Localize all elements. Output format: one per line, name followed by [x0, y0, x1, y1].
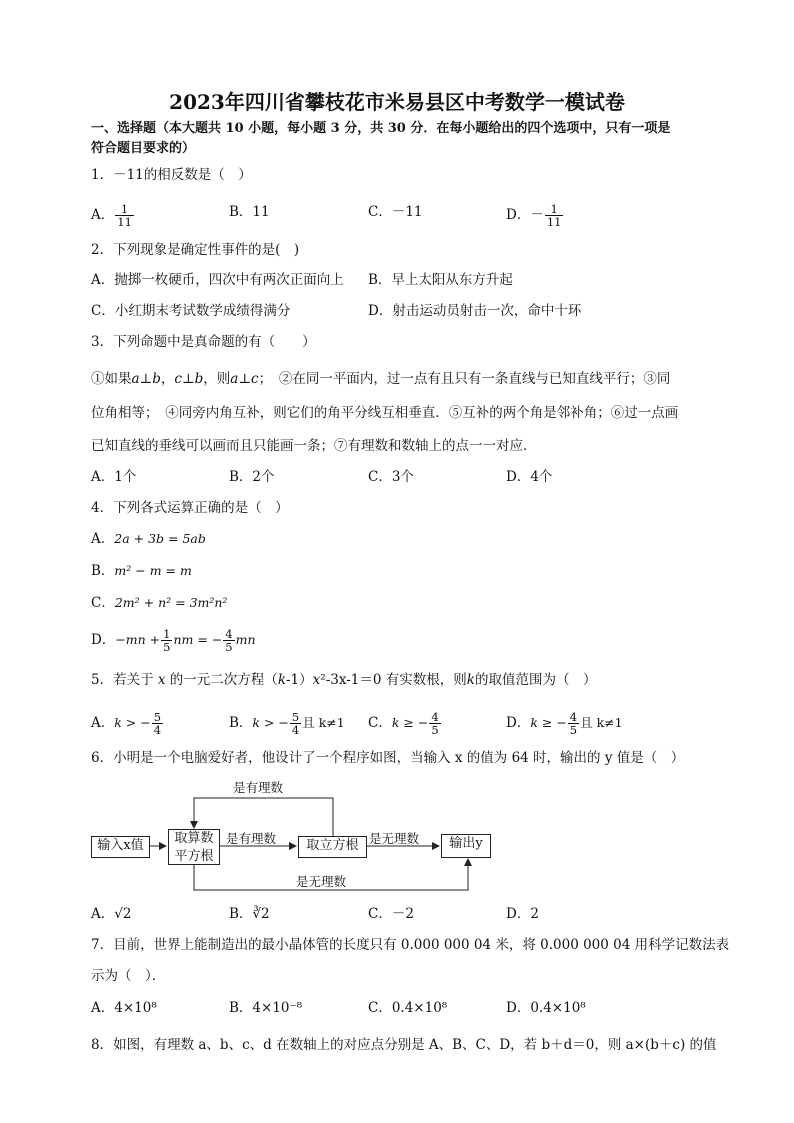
q5-d-num: 4 [569, 710, 578, 724]
flow-sqrt-box [168, 829, 220, 865]
q5-b-post: 且 k≠1 [302, 715, 345, 730]
q3-math2: c⊥b [174, 371, 204, 387]
q7-line2: 示为（ ）． [91, 968, 166, 984]
q1-d-label: D．－ [506, 207, 544, 223]
q5-var-x2: x [312, 672, 321, 688]
q4-d-post: mn [235, 632, 256, 647]
q4-stem: 4．下列各式运算正确的是（ ） [91, 500, 289, 516]
q3-mid1: ， [160, 371, 175, 387]
q5-a-label: A． [91, 715, 115, 731]
q6-option-b: B．∛2 [229, 906, 270, 922]
q5-a-pre: k > − [114, 715, 151, 730]
q4-d-den2: 5 [225, 640, 233, 654]
section-header-line2: 符合题目要求的） [91, 141, 196, 156]
page-title: 2023年四川省攀枝花市米易县区中考数学一模试卷 [169, 90, 625, 114]
q4-d-den1: 5 [163, 640, 171, 654]
q5-c-den: 5 [431, 723, 439, 737]
q1-a-num: 1 [115, 203, 134, 216]
q8-line1: 8．如图，有理数 a、b、c、d 在数轴上的对应点分别是 A、B、C、D，若 b＋d＝0，则 a×(b＋c) 的值 [91, 1037, 717, 1053]
q5-d-post: 且 k≠1 [580, 715, 623, 730]
q5-c-pre: k ≥ − [391, 715, 429, 730]
q4-b-label: B． [91, 563, 115, 579]
q4-a-expr: 2a + 3b = 5ab [114, 531, 206, 546]
q5-var-k2: k [466, 672, 475, 688]
q3-option-d: D．4个 [506, 469, 553, 485]
q1-stem: 1．－11的相反数是（ ） [91, 167, 252, 183]
q3-line3: 已知直线的垂线可以画而且只能画一条；⑦有理数和数轴上的点一一对应． [91, 438, 537, 454]
q3-math1: a⊥b [131, 371, 161, 387]
q2-option-d: D．射击运动员射击一次，命中十环 [368, 303, 582, 319]
q3-option-c: C．3个 [368, 469, 414, 485]
flow-label-mid1: 是有理数 [226, 831, 277, 846]
q1-a-label: A． [91, 207, 115, 223]
q5-b-num: 5 [291, 710, 300, 724]
flow-label-top: 是有理数 [233, 780, 284, 795]
q7-option-b: B．4×10⁻⁸ [229, 1000, 303, 1016]
q5-stem-rest: ²-3x-1＝0 有实数根，则 [320, 672, 467, 688]
q1-option-c: C．－11 [368, 204, 423, 220]
q6-stem: 6．小明是一个电脑爱好者，他设计了一个程序如图，当输入 x 的值为 64 时，输出的 y 值是（ ） [91, 750, 685, 766]
flow-cbrt-box: 取立方根 [298, 836, 367, 858]
flow-sqrt-line1: 取算数 [174, 831, 214, 846]
q4-c-expr: 2m² + n² = 3m²n² [114, 595, 228, 610]
q5-stem-mid: 的一元二次方程（ [165, 672, 278, 688]
q5-stem-pre: 5．若关于 [91, 672, 158, 688]
flow-label-mid2: 是无理数 [369, 831, 420, 846]
q5-b-den: 4 [291, 723, 300, 737]
q4-d-num2: 4 [225, 627, 233, 641]
q1-d-num: 1 [545, 203, 564, 216]
q5-stem-end: 的取值范围为（ ） [474, 672, 597, 688]
q4-c-label: C． [91, 595, 115, 611]
flow-input-box: 输入x值 [91, 836, 150, 858]
q4-d-label: D． [91, 632, 116, 648]
q6-option-d: D．2 [506, 906, 539, 922]
q7-option-d: D．0.4×10⁸ [506, 1000, 586, 1016]
q3-stem: 3．下列命题中是真命题的有（ ） [91, 334, 316, 350]
q5-b-pre: k > − [252, 715, 289, 730]
q2-option-a: A．抛掷一枚硬币，四次中有两次正面向上 [91, 272, 344, 288]
flow-sqrt-line2: 平方根 [174, 849, 214, 864]
q2-option-b: B．早上太阳从东方升起 [368, 272, 513, 288]
flow-output-box: 输出y [441, 834, 491, 858]
q5-d-den: 5 [569, 723, 578, 737]
q3-line2: 位角相等； ④同旁内角互补，则它们的角平分线互相垂直．⑤互补的两个角是邻补角；⑥过一点画 [91, 405, 679, 421]
q5-a-num: 5 [153, 710, 162, 724]
q6-option-a: A．√2 [91, 906, 132, 922]
q3-math3: a⊥c [230, 371, 259, 387]
q3-mid2: ，则 [203, 371, 231, 387]
q5-d-label: D． [506, 715, 531, 731]
q3-option-b: B．2个 [229, 469, 275, 485]
section-header-line1: 一、选择题（本大题共 10 小题，每小题 3 分，共 30 分．在每小题给出的四个选项中，只有一项是 [91, 121, 671, 136]
q3-option-a: A．1个 [91, 469, 137, 485]
q1-option-b: B．11 [229, 204, 270, 220]
q4-a-label: A． [91, 531, 115, 547]
q4-d-pre: −mn + [115, 632, 161, 647]
q1-d-den: 11 [546, 215, 562, 229]
q1-a-den: 11 [117, 215, 132, 229]
q2-option-c: C．小红期末考试数学成绩得满分 [91, 303, 291, 319]
q7-option-a: A．4×10⁸ [91, 1000, 157, 1016]
q6-option-c: C．－2 [368, 906, 414, 922]
q7-option-c: C．0.4×10⁸ [368, 1000, 448, 1016]
q7-line1: 7．目前，世界上能制造出的最小晶体管的长度只有 0.000 000 04 米，将 0.000 000 04 用科学记数法表 [91, 937, 730, 953]
q5-c-num: 4 [431, 710, 439, 724]
q5-a-den: 4 [153, 723, 162, 737]
flow-label-bottom: 是无理数 [296, 874, 347, 889]
q3-line1-post: ； ②在同一平面内，过一点有且只有一条直线与已知直线平行；③同 [258, 371, 671, 387]
q5-b-label: B． [229, 715, 253, 731]
q3-line1-pre: ①如果 [91, 371, 132, 387]
q5-d-pre: k ≥ − [530, 715, 567, 730]
q5-c-label: C． [368, 715, 392, 731]
q5-var-x: x [157, 672, 166, 688]
q4-d-num1: 1 [163, 627, 171, 641]
q5-stem-eq: -1） [286, 672, 313, 688]
q5-var-k: k [277, 672, 286, 688]
q4-d-mid: nm = − [173, 632, 223, 647]
q4-b-expr: m² − m = m [114, 563, 192, 578]
q2-stem: 2．下列现象是确定性事件的是( ) [91, 242, 300, 258]
